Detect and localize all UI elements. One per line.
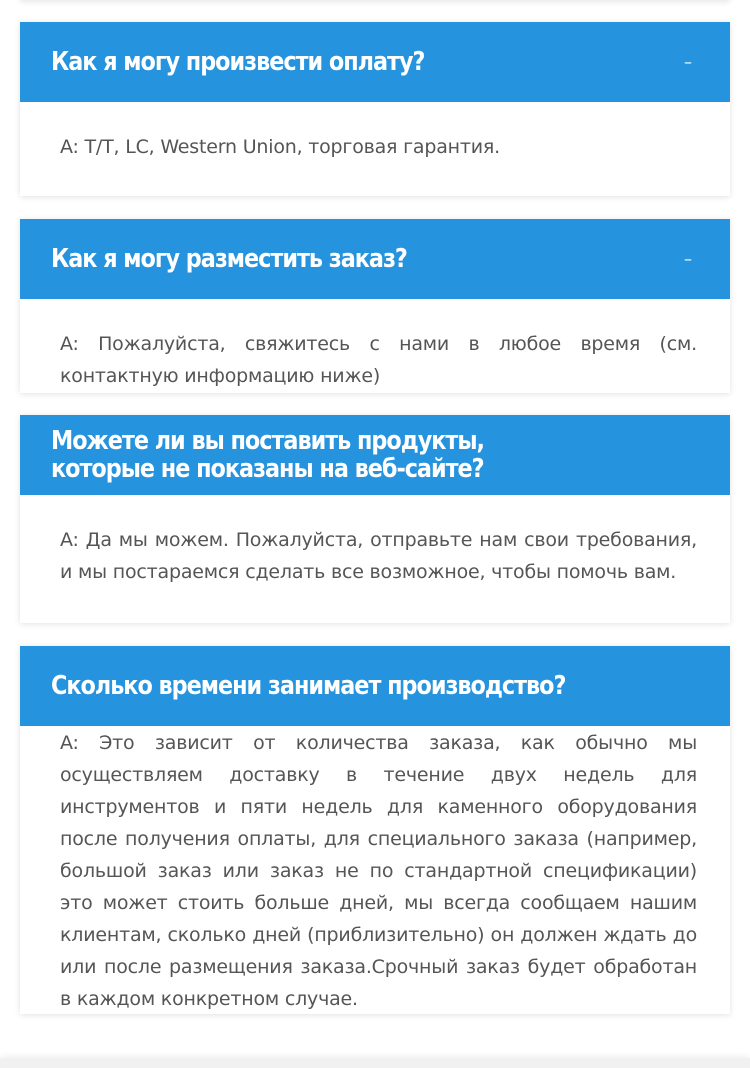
faq-answer: A: T/T, LC, Western Union, торговая гарантия. xyxy=(60,136,500,158)
faq-question: Как я могу произвести оплату? xyxy=(51,47,425,77)
faq-question: Как я могу разместить заказ? xyxy=(51,244,407,274)
faq-item-production-time xyxy=(20,646,730,1014)
faq-question-header[interactable] xyxy=(20,415,730,495)
collapse-icon[interactable]: – xyxy=(684,249,692,269)
faq-question-header[interactable] xyxy=(20,219,730,299)
faq-item-custom-products xyxy=(20,415,730,623)
faq-item-order xyxy=(20,219,730,393)
faq-answer: A: Пожалуйста, свяжитесь с нами в любое время (см. контактную информацию ниже) xyxy=(60,333,697,387)
faq-question: Сколько времени занимает производство? xyxy=(51,671,566,701)
faq-item-payment xyxy=(20,22,730,196)
faq-question: Можете ли вы поставить продукты, которые не показаны на веб-сайте? xyxy=(51,426,485,484)
collapse-icon[interactable]: – xyxy=(684,52,692,72)
faq-question-header[interactable] xyxy=(20,22,730,102)
faq-question-header[interactable] xyxy=(20,646,730,726)
faq-answer: A: Это зависит от количества заказа, как обычно мы осуществляем доставку в течение двух недель для инструментов и пяти недель для каменного оборудования после получения оплаты, для специального заказа (например, большой заказ или заказ не по стандартной спецификации) это может стоить больше дней, мы всегда сообщаем нашим клиентам, сколько дней (приблизительно) он должен ждать до или после размещения заказа.Срочный заказ будет обработан в каждом конкретном случае. xyxy=(60,732,697,1010)
footer-divider xyxy=(0,1058,750,1068)
faq-answer: A: Да мы можем. Пожалуйста, отправьте нам свои требования, и мы постараемся сделать все возможное, чтобы помочь вам. xyxy=(60,529,697,583)
